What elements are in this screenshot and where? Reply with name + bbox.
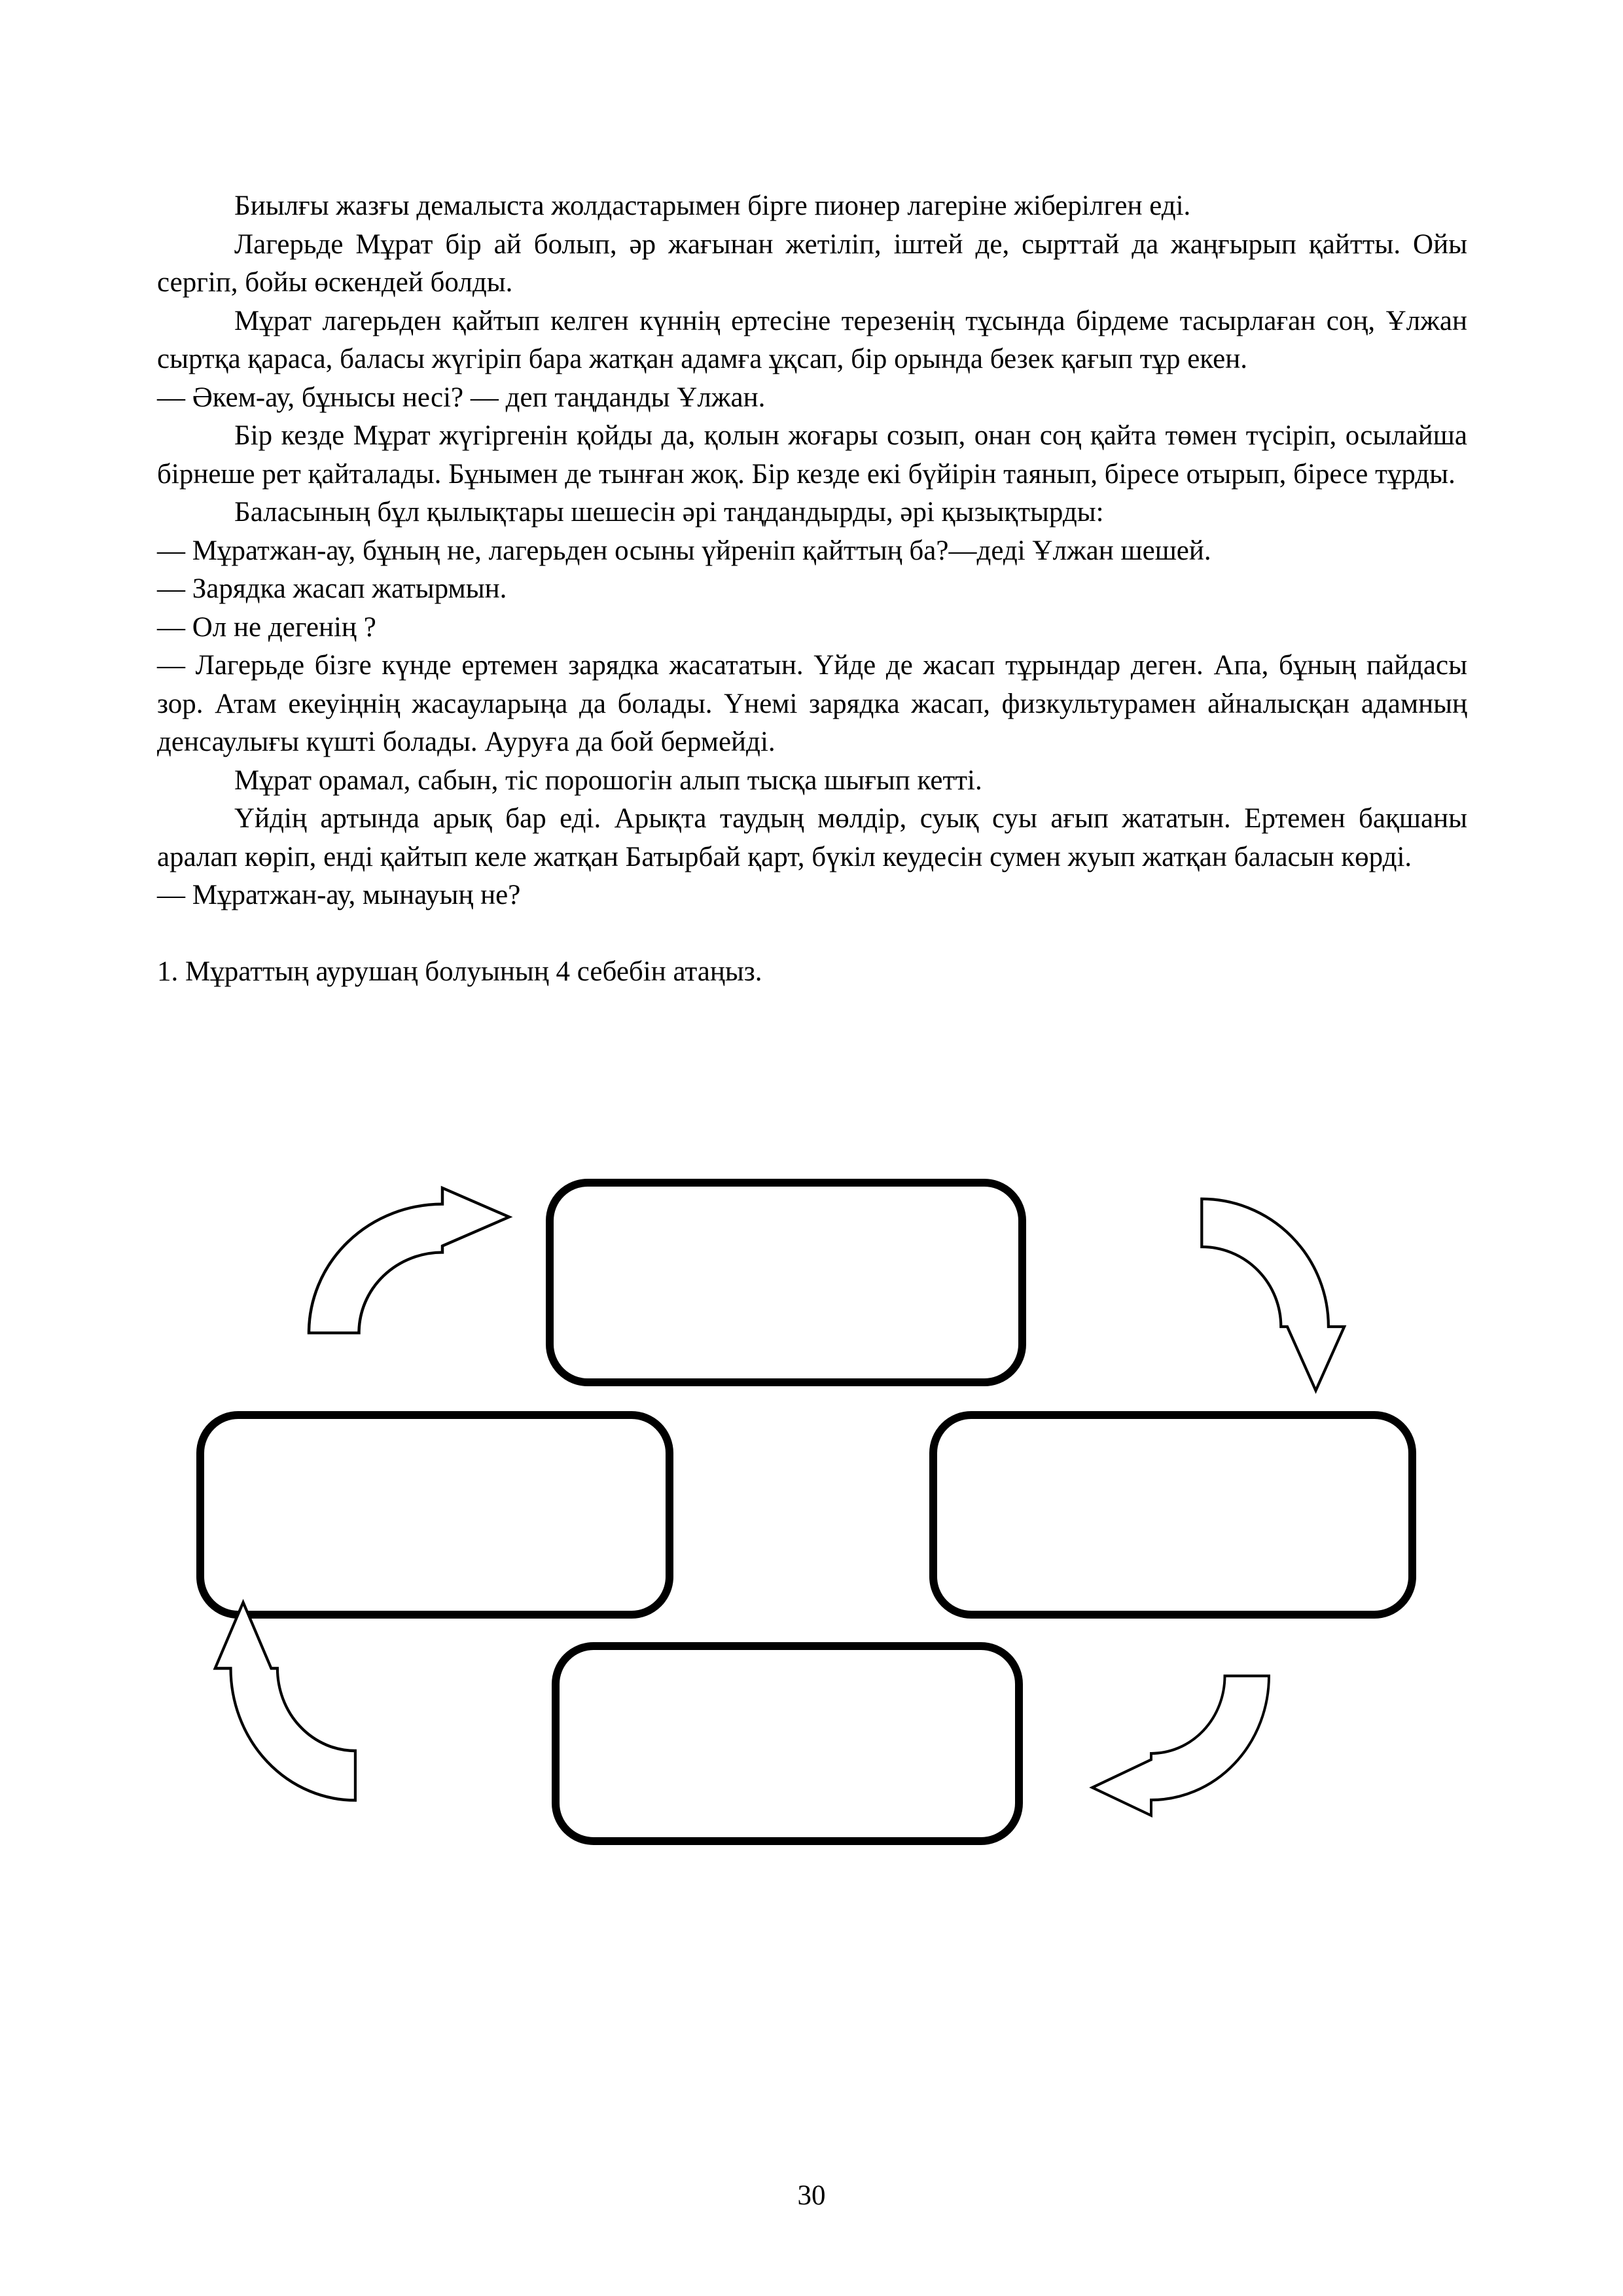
story-paragraph-13: — Мұратжан-ау, мынауың не? <box>157 880 521 910</box>
story-paragraph-2: Лагерьде Мұрат бір ай болып, әр жағынан жетіліп, іштей де, сырттай да жаңғырып қайтты. Ойы сергіп, бойы өскендей болды. <box>157 228 1467 298</box>
story-paragraph-12: Үйдің артында арық бар еді. Арықта таудың мөлдір, суық суы ағып жататын. Ертемен бақшаны аралап көріп, енді қайтып келе жатқан Батырбай қарт, бүкіл кеудесін сумен жуып жатқан баласын көрді. <box>157 803 1467 872</box>
answer-box-right[interactable] <box>933 1415 1412 1615</box>
story-paragraph-7: — Мұратжан-ау, бұның не, лагерьден осыны үйреніп қайттың ба?—деді Ұлжан шешей. <box>157 535 1211 566</box>
story-paragraph-3: Мұрат лагерьден қайтып келген күннің ертесіне терезенің тұсында бірдеме тасырлаған соң, Ұлжан сыртқа қараса, баласы жүгіріп бара жатқан адамға ұқсап, бір орында безек қағып тұр екен. <box>157 305 1467 374</box>
story-paragraph-1: Биылғы жазғы демалыста жолдастарымен бірге пионер лагеріне жіберілген еді. <box>234 190 1191 221</box>
story-paragraph-9: — Ол не дегенің ? <box>157 611 376 643</box>
curved-arrow-top-right-icon <box>1202 1199 1344 1391</box>
story-paragraph-11: Мұрат орамал, сабын, тіс порошогін алып тысқа шығып кетті. <box>234 764 982 796</box>
story-paragraph-6: Баласының бұл қылықтары шешесін әрі таңдандырды, әрі қызықтырды: <box>234 497 1104 528</box>
story-paragraph-10: — Лагерьде бізге күнде ертемен зарядка жасататын. Үйде де жасап тұрындар деген. Апа, бұның пайдасы зор. Атам екеуіңнің жасауларыңа да болады. Үнемі зарядка жасап, физкультурамен айналысқан адамның денсаулығы күшті болады. Ауруға да бой бермейді. <box>157 650 1467 757</box>
story-paragraph-8: — Зарядка жасап жатырмын. <box>157 573 507 604</box>
curved-arrow-bottom-left-icon <box>215 1602 355 1800</box>
answer-box-top[interactable] <box>550 1183 1022 1382</box>
story-paragraph-5: Бір кезде Мұрат жүгіргенін қойды да, қолын жоғары созып, онан соң қайта төмен түсіріп, осылайша бірнеше рет қайталады. Бұнымен де тынған жоқ. Бір кезде екі бүйірін таянып, біресе отырып, біресе тұрды. <box>157 420 1467 490</box>
answer-box-left[interactable] <box>200 1415 669 1615</box>
curved-arrow-top-left-icon <box>309 1188 509 1333</box>
answer-box-bottom[interactable] <box>556 1646 1019 1841</box>
page-number: 30 <box>797 2180 826 2211</box>
curved-arrow-bottom-right-icon <box>1092 1676 1269 1816</box>
question-1: 1. Мұраттың аурушаң болуының 4 себебін атаңыз. <box>157 956 762 987</box>
story-paragraph-4: — Әкем-ау, бұнысы несі? — деп таңданды Ұлжан. <box>157 382 766 413</box>
